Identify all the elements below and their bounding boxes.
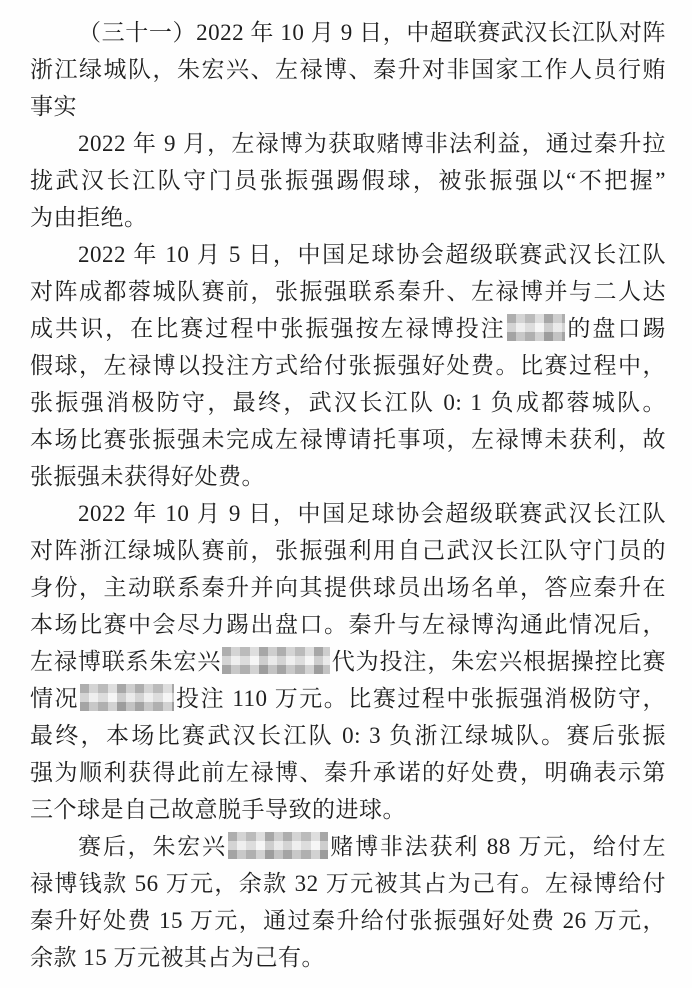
body-line: 张振强未获得好处费。 (30, 464, 265, 489)
redaction-mosaic-1 (507, 314, 565, 341)
body-line: 拢武汉长江队守门员张振强踢假球，被张振强以“不把握” (30, 168, 666, 193)
body-line: 本场比赛中会尽力踢出盘口。秦升与左禄博沟通此情况后， (30, 612, 666, 637)
heading-line: （三十一）2022 年 10 月 9 日，中超联赛武汉长江队对阵 (78, 20, 666, 45)
body-line: 假球，左禄博以投注方式给付张振强好处费。比赛过程中， (30, 353, 666, 378)
body-line (30, 680, 666, 717)
body-line: 为由拒绝。 (30, 205, 148, 230)
body-line: 对阵成都蓉城队赛前，张振强联系秦升、左禄博并与二人达 (30, 279, 666, 304)
body-text: 成共识，在比赛过程中张振强按左禄博投注 (30, 316, 506, 341)
heading-line: 浙江绿城队，朱宏兴、左禄博、秦升对非国家工作人员行贿 (30, 57, 666, 82)
body-text: 代为投注，朱宏兴根据操控比赛 (331, 649, 666, 674)
body-text: 赛后，朱宏兴 (78, 834, 227, 859)
body-line: 2022 年 10 月 9 日，中国足球协会超级联赛武汉长江队 (78, 501, 666, 526)
body-line: 身份，主动联系秦升并向其提供球员出场名单，答应秦升在 (30, 575, 666, 600)
heading-line: 事实 (30, 94, 77, 119)
body-text: 投注 110 万元。比赛过程中张振强消极防守， (175, 686, 666, 711)
body-line: 秦升好处费 15 万元，通过秦升给付张振强好处费 26 万元， (30, 908, 666, 933)
body-line: 三个球是自己故意脱手导致的进球。 (30, 797, 406, 822)
body-line (30, 828, 666, 865)
body-line: 最终，本场比赛武汉长江队 0: 3 负浙江绿城队。赛后张振 (30, 723, 666, 748)
body-text: 情况 (30, 686, 80, 711)
body-line: 张振强消极防守，最终，武汉长江队 0: 1 负成都蓉城队。 (30, 390, 666, 415)
body-line: 强为顺利获得此前左禄博、秦升承诺的好处费，明确表示第 (30, 760, 666, 785)
body-text: 的盘口踢 (565, 316, 666, 341)
body-line: 2022 年 9 月，左禄博为获取赌博非法利益，通过秦升拉 (78, 131, 666, 156)
redaction-mosaic-3 (80, 684, 174, 711)
body-text: 赌博非法获利 88 万元，给付左 (328, 834, 666, 859)
body-line: 本场比赛张振强未完成左禄博请托事项，左禄博未获利，故 (30, 427, 666, 452)
redaction-mosaic-4 (228, 832, 328, 859)
body-line (30, 643, 666, 680)
body-text: 左禄博联系朱宏兴 (30, 649, 222, 674)
body-line: 2022 年 10 月 5 日，中国足球协会超级联赛武汉长江队 (78, 242, 666, 267)
body-line: 对阵浙江绿城队赛前，张振强利用自己武汉长江队守门员的 (30, 538, 666, 563)
body-line (30, 310, 666, 347)
body-line: 禄博钱款 56 万元，余款 32 万元被其占为己有。左禄博给付 (30, 871, 666, 896)
redaction-mosaic-2 (222, 647, 330, 674)
body-line: 余款 15 万元被其占为己有。 (30, 945, 325, 970)
